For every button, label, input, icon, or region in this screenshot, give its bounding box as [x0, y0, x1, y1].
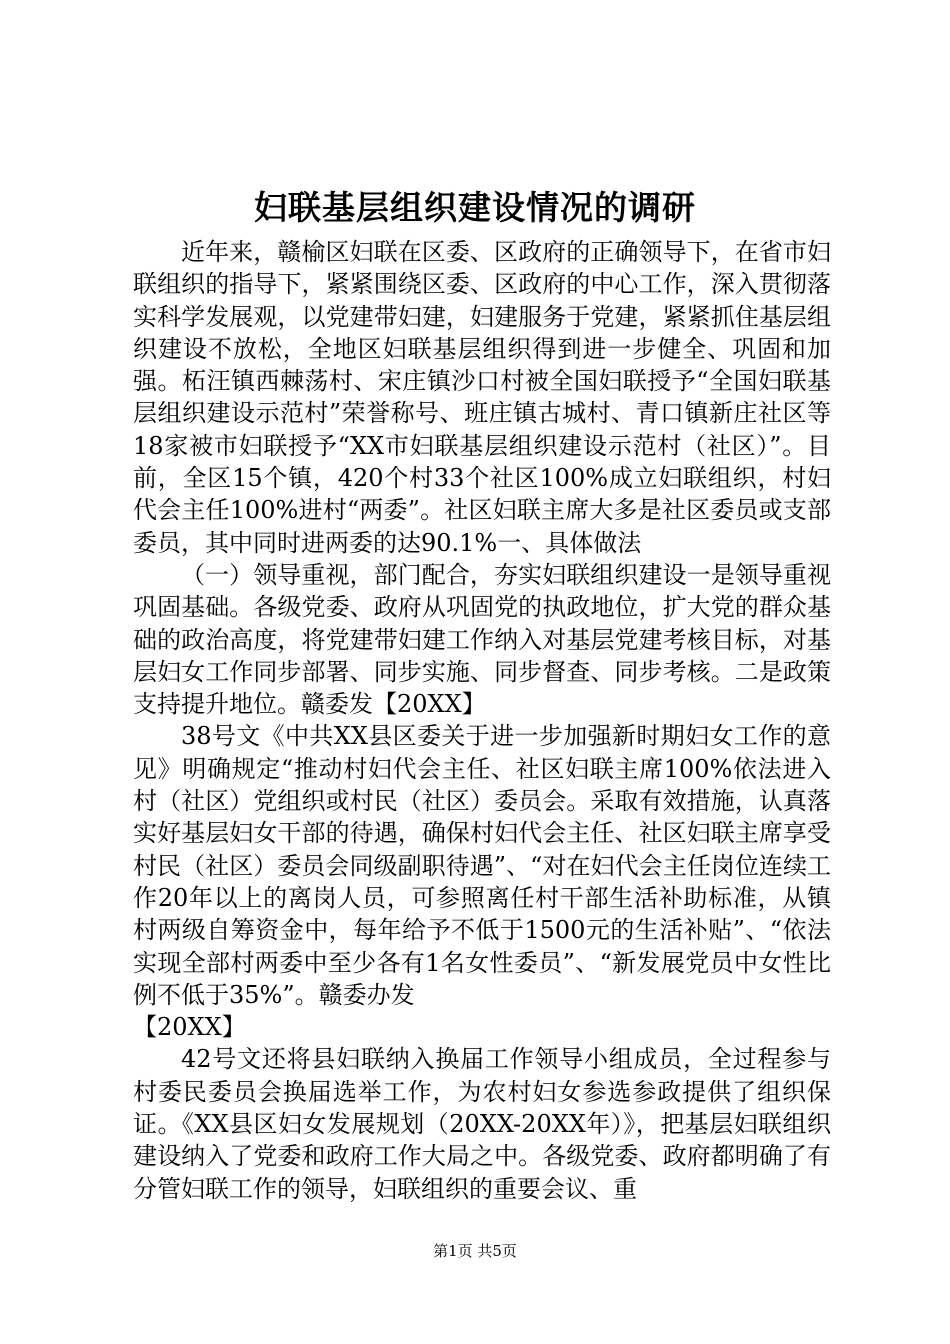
- paragraph-section-one: （一）领导重视，部门配合，夯实妇联组织建设一是领导重视巩固基础。各级党委、政府从巩固党的执政地位，扩大党的群众基础的政治高度，将党建带妇建工作纳入对基层党建考核目标，对基层妇女工作同步部署、同步实施、同步督查、同步考核。二是政策支持提升地位。赣委发【20XX】: [133, 560, 831, 719]
- paragraph-bracket-year: 【20XX】: [133, 1013, 246, 1042]
- paragraph-intro: 近年来，赣榆区妇联在区委、区政府的正确领导下，在省市妇联组织的指导下，紧紧围绕区委、区政府的中心工作，深入贯彻落实科学发展观，以党建带妇建，妇建服务于党建，紧紧抓住基层组织建设不放松，全地区妇联基层组织得到进一步健全、巩固和加强。柘汪镇西棘荡村、宋庄镇沙口村被全国妇联授予“全国妇联基层组织建设示范村”荣誉称号、班庄镇古城村、青口镇新庄社区等18家被市妇联授予“XX市妇联基层组织建设示范村（社区）”。目前，全区15个镇，420个村33个社区100%成立妇联组织，村妇代会主任100%进村“两委”。社区妇联主席大多是社区委员或支部委员，其中同时进两委的达90.1%一、具体做法: [133, 238, 831, 557]
- paragraph-document-42: 42号文还将县妇联纳入换届工作领导小组成员，全过程参与村委民委员会换届选举工作，为农村妇女参选参政提供了组织保证。《XX县区妇女发展规划（20XX-20XX年）》，把基层妇联组织建设纳入了党委和政府工作大局之中。各级党委、政府都明确了有分管妇联工作的领导，妇联组织的重要会议、重: [133, 1045, 831, 1203]
- document-body: [133, 236, 831, 1205]
- page-footer: 第1页 共5页: [433, 1242, 517, 1260]
- paragraph-document-38: 38号文《中共XX县区委关于进一步加强新时期妇女工作的意见》明确规定“推动村妇代会主任、社区妇联主席100%依法进入村（社区）党组织或村民（社区）委员会。采取有效措施，认真落实好基层妇女干部的待遇，确保村妇代会主任、社区妇联主席享受村民（社区）委员会同级副职待遇”、“对在妇代会主任岗位连续工作20年以上的离岗人员，可参照离任村干部生活补助标准，从镇村两级自筹资金中，每年给予不低于1500元的生活补贴”、“依法实现全部村两委中至少各有1名女性委员”、“新发展党员中女性比例不低于35%”。赣委办发: [133, 722, 831, 1009]
- document-title: 妇联基层组织建设情况的调研: [254, 188, 696, 227]
